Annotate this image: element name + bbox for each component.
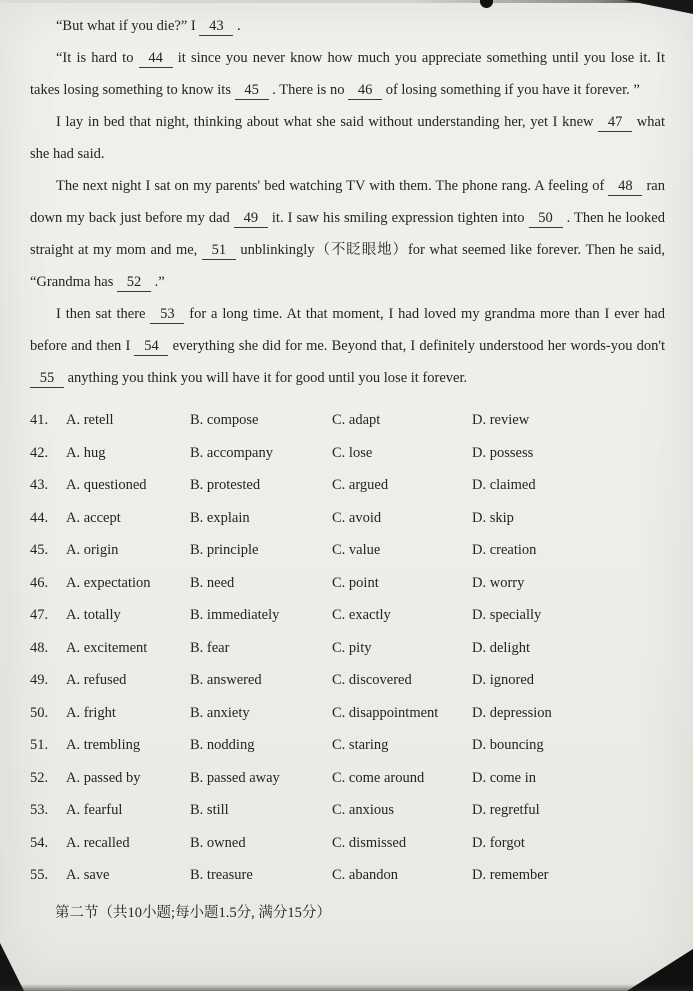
cloze-blank-45: 45 bbox=[235, 82, 269, 100]
passage-paragraph bbox=[30, 106, 665, 170]
option-row bbox=[30, 729, 665, 762]
question-number: 49. bbox=[30, 672, 49, 688]
passage-paragraph bbox=[30, 170, 665, 298]
option-row bbox=[30, 567, 665, 600]
choice-b: B. answered bbox=[190, 672, 262, 688]
option-row bbox=[30, 437, 665, 470]
cloze-blank-46: 46 bbox=[348, 82, 382, 100]
choice-c: C. anxious bbox=[332, 802, 395, 818]
question-number: 50. bbox=[30, 704, 49, 721]
choice-d: D. delight bbox=[472, 639, 530, 656]
choice-b: B. need bbox=[190, 574, 235, 591]
choice-b: B. still bbox=[190, 802, 229, 818]
option-row bbox=[30, 534, 665, 567]
choice-c: C. staring bbox=[332, 737, 389, 753]
option-row bbox=[30, 762, 665, 795]
passage-text: unblinkingly（不眨眼地）for what seemed like forever. Then he said, “Grandma has bbox=[30, 242, 665, 290]
passage-text: The next night I sat on my parents' bed watching TV with them. The phone rang. A feeling of bbox=[56, 178, 609, 194]
choice-c: C. point bbox=[332, 574, 379, 591]
cloze-blank-49: 49 bbox=[234, 210, 268, 228]
option-row bbox=[30, 697, 665, 730]
choice-c: C. abandon bbox=[332, 867, 399, 883]
cloze-passage bbox=[30, 10, 665, 394]
choice-d: D. possess bbox=[472, 444, 534, 461]
passage-text: for a long time. At that moment, I had loved my grandma more than I ever had before and then I bbox=[30, 306, 665, 354]
choice-a: A. save bbox=[66, 867, 110, 883]
option-row bbox=[30, 404, 665, 437]
choice-d: D. forgot bbox=[472, 834, 525, 851]
choice-a: A. hug bbox=[66, 444, 106, 461]
option-row bbox=[30, 827, 665, 860]
choice-b: B. anxiety bbox=[190, 704, 250, 721]
option-row bbox=[30, 664, 665, 697]
choice-b: B. protested bbox=[190, 477, 261, 493]
choice-a: A. passed by bbox=[66, 769, 141, 786]
choice-a: A. trembling bbox=[66, 737, 141, 753]
option-row bbox=[30, 794, 665, 827]
question-number: 51. bbox=[30, 737, 49, 753]
cloze-blank-50: 50 bbox=[529, 210, 563, 228]
choice-d: D. remember bbox=[472, 867, 549, 883]
question-number: 47. bbox=[30, 607, 49, 623]
question-number: 46. bbox=[30, 574, 49, 591]
passage-text: . bbox=[233, 18, 241, 34]
passage-text: I lay in bed that night, thinking about what she said without understanding her, yet I knew bbox=[56, 114, 599, 130]
choice-d: D. claimed bbox=[472, 477, 536, 493]
question-number: 42. bbox=[30, 444, 49, 461]
choice-c: C. pity bbox=[332, 639, 372, 656]
choice-c: C. lose bbox=[332, 444, 373, 461]
option-row bbox=[30, 632, 665, 665]
choice-a: A. retell bbox=[66, 412, 114, 428]
cloze-blank-54: 54 bbox=[134, 338, 168, 356]
choice-d: D. specially bbox=[472, 607, 542, 623]
question-number: 43. bbox=[30, 477, 49, 493]
choice-c: C. come around bbox=[332, 769, 425, 786]
choice-b: B. nodding bbox=[190, 737, 255, 753]
passage-paragraph bbox=[30, 298, 665, 394]
passage-text: it since you never know how much you appreciate something until you lose it. It takes losing something to know its bbox=[30, 50, 665, 98]
question-number: 54. bbox=[30, 834, 49, 851]
option-row bbox=[30, 859, 665, 892]
choice-a: A. totally bbox=[66, 607, 121, 623]
choice-b: B. principle bbox=[190, 542, 259, 558]
choice-a: A. accept bbox=[66, 509, 121, 526]
scan-edge-bottom bbox=[0, 984, 693, 991]
choice-c: C. argued bbox=[332, 477, 389, 493]
choice-d: D. depression bbox=[472, 704, 552, 721]
question-number: 52. bbox=[30, 769, 49, 786]
cloze-blank-48: 48 bbox=[608, 178, 642, 196]
question-number: 53. bbox=[30, 802, 49, 818]
choice-d: D. come in bbox=[472, 769, 537, 786]
question-number: 45. bbox=[30, 542, 49, 558]
choice-a: A. recalled bbox=[66, 834, 130, 851]
passage-text: . Then he looked straight at my mom and me, bbox=[30, 210, 665, 258]
options-table bbox=[30, 404, 665, 892]
option-row bbox=[30, 469, 665, 502]
option-row bbox=[30, 502, 665, 535]
passage-text: . There is no bbox=[268, 82, 349, 98]
choice-d: D. regretful bbox=[472, 802, 540, 818]
choice-b: B. explain bbox=[190, 509, 250, 526]
choice-a: A. refused bbox=[66, 672, 127, 688]
passage-paragraph bbox=[30, 42, 665, 106]
choice-b: B. treasure bbox=[190, 867, 253, 883]
cloze-blank-44: 44 bbox=[139, 50, 173, 68]
passage-text: “It is hard to bbox=[56, 50, 139, 66]
question-number: 41. bbox=[30, 412, 49, 428]
passage-text: anything you think you will have it for good until you lose it forever. bbox=[64, 370, 468, 386]
passage-text: what she had said. bbox=[30, 114, 665, 162]
option-row bbox=[30, 599, 665, 632]
passage-text: .” bbox=[150, 274, 165, 290]
choice-a: A. expectation bbox=[66, 574, 151, 591]
cloze-blank-55: 55 bbox=[30, 370, 64, 388]
choice-c: C. disappointment bbox=[332, 704, 439, 721]
choice-b: B. immediately bbox=[190, 607, 280, 623]
choice-c: C. exactly bbox=[332, 607, 391, 623]
cloze-blank-47: 47 bbox=[598, 114, 632, 132]
choice-d: D. bouncing bbox=[472, 737, 544, 753]
choice-c: C. adapt bbox=[332, 412, 381, 428]
choice-a: A. questioned bbox=[66, 477, 147, 493]
choice-b: B. compose bbox=[190, 412, 259, 428]
choice-c: C. discovered bbox=[332, 672, 412, 688]
passage-text: I then sat there bbox=[56, 306, 151, 322]
choice-b: B. fear bbox=[190, 639, 230, 656]
choice-b: B. passed away bbox=[190, 769, 280, 786]
choice-b: B. owned bbox=[190, 834, 246, 851]
question-number: 55. bbox=[30, 867, 49, 883]
scan-edge-top bbox=[0, 0, 693, 3]
cloze-blank-52: 52 bbox=[117, 274, 151, 292]
choice-d: D. review bbox=[472, 412, 530, 428]
choice-c: C. avoid bbox=[332, 509, 382, 526]
passage-text: everything she did for me. Beyond that, I definitely understood her words-you don't bbox=[168, 338, 666, 354]
choice-d: D. worry bbox=[472, 574, 525, 591]
passage-text: of losing something if you have it forever. ” bbox=[382, 82, 640, 98]
choice-c: C. dismissed bbox=[332, 834, 407, 851]
choice-a: A. fright bbox=[66, 704, 116, 721]
question-number: 48. bbox=[30, 639, 49, 656]
cloze-blank-51: 51 bbox=[202, 242, 236, 260]
passage-text: ran down my back just before my dad bbox=[30, 178, 665, 226]
choice-c: C. value bbox=[332, 542, 381, 558]
passage-paragraph bbox=[30, 10, 665, 42]
choice-d: D. ignored bbox=[472, 672, 535, 688]
choice-a: A. fearful bbox=[66, 802, 123, 818]
cloze-blank-43: 43 bbox=[199, 18, 233, 36]
choice-a: A. origin bbox=[66, 542, 119, 558]
choice-d: D. skip bbox=[472, 509, 514, 526]
choice-d: D. creation bbox=[472, 542, 537, 558]
cloze-blank-53: 53 bbox=[150, 306, 184, 324]
section-heading: 第二节（共10小题;每小题1.5分, 满分15分） bbox=[55, 904, 331, 921]
choice-b: B. accompany bbox=[190, 444, 273, 461]
question-number: 44. bbox=[30, 509, 49, 526]
passage-text: it. I saw his smiling expression tighten into bbox=[267, 210, 529, 226]
passage-text: “But what if you die?” I bbox=[56, 18, 200, 34]
choice-a: A. excitement bbox=[66, 639, 148, 656]
